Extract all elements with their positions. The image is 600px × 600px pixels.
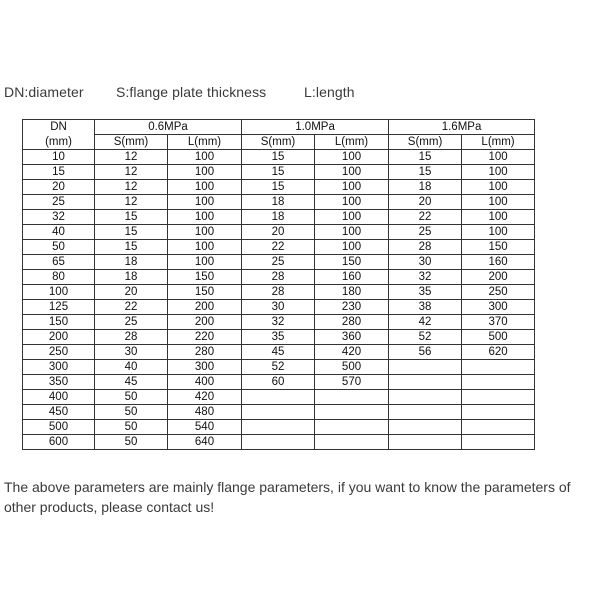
s-0.6mpa-cell: 20 bbox=[95, 285, 168, 300]
table-row bbox=[23, 345, 535, 360]
l-1.0mpa-cell: 500 bbox=[315, 360, 389, 375]
table-row bbox=[23, 165, 535, 180]
table-row bbox=[23, 330, 535, 345]
dn-cell: 65 bbox=[23, 255, 95, 270]
table-row bbox=[23, 300, 535, 315]
s-header: S(mm) bbox=[242, 135, 315, 150]
l-0.6mpa-cell: 400 bbox=[168, 375, 242, 390]
legend-s: S:flange plate thickness bbox=[116, 84, 267, 100]
s-0.6mpa-cell: 50 bbox=[95, 420, 168, 435]
l-0.6mpa-cell: 100 bbox=[168, 195, 242, 210]
l-0.6mpa-cell: 100 bbox=[168, 255, 242, 270]
l-1.0mpa-cell: 100 bbox=[315, 210, 389, 225]
s-1.0mpa-cell: 35 bbox=[242, 330, 315, 345]
l-1.0mpa-cell: 180 bbox=[315, 285, 389, 300]
l-0.6mpa-cell: 100 bbox=[168, 225, 242, 240]
l-1.6mpa-cell: 250 bbox=[462, 285, 535, 300]
l-0.6mpa-cell: 100 bbox=[168, 180, 242, 195]
l-1.6mpa-cell: 300 bbox=[462, 300, 535, 315]
parameter-legend bbox=[4, 84, 355, 100]
l-0.6mpa-cell: 540 bbox=[168, 420, 242, 435]
table-header-row-2 bbox=[23, 135, 535, 150]
dn-cell: 50 bbox=[23, 240, 95, 255]
l-0.6mpa-cell: 200 bbox=[168, 300, 242, 315]
s-0.6mpa-cell: 30 bbox=[95, 345, 168, 360]
l-1.0mpa-cell: 100 bbox=[315, 240, 389, 255]
s-1.0mpa-cell: 30 bbox=[242, 300, 315, 315]
s-1.6mpa-cell bbox=[389, 420, 462, 435]
dn-header: DN bbox=[23, 120, 95, 135]
dn-unit: (mm) bbox=[23, 135, 95, 150]
l-0.6mpa-cell: 100 bbox=[168, 210, 242, 225]
l-1.0mpa-cell: 420 bbox=[315, 345, 389, 360]
s-1.0mpa-cell: 25 bbox=[242, 255, 315, 270]
l-1.6mpa-cell bbox=[462, 375, 535, 390]
table-row bbox=[23, 435, 535, 450]
l-header: L(mm) bbox=[315, 135, 389, 150]
l-0.6mpa-cell: 220 bbox=[168, 330, 242, 345]
l-0.6mpa-cell: 150 bbox=[168, 270, 242, 285]
s-1.0mpa-cell: 28 bbox=[242, 285, 315, 300]
dn-cell: 10 bbox=[23, 150, 95, 165]
s-1.6mpa-cell: 15 bbox=[389, 165, 462, 180]
s-header: S(mm) bbox=[95, 135, 168, 150]
s-0.6mpa-cell: 40 bbox=[95, 360, 168, 375]
s-1.0mpa-cell: 60 bbox=[242, 375, 315, 390]
s-0.6mpa-cell: 15 bbox=[95, 240, 168, 255]
dn-cell: 250 bbox=[23, 345, 95, 360]
l-0.6mpa-cell: 280 bbox=[168, 345, 242, 360]
l-0.6mpa-cell: 420 bbox=[168, 390, 242, 405]
table-row bbox=[23, 375, 535, 390]
s-1.6mpa-cell: 20 bbox=[389, 195, 462, 210]
s-1.0mpa-cell: 28 bbox=[242, 270, 315, 285]
table-row bbox=[23, 420, 535, 435]
l-0.6mpa-cell: 640 bbox=[168, 435, 242, 450]
table-row bbox=[23, 390, 535, 405]
s-1.0mpa-cell bbox=[242, 420, 315, 435]
legend-l: L:length bbox=[304, 84, 355, 100]
s-1.0mpa-cell: 15 bbox=[242, 150, 315, 165]
l-0.6mpa-cell: 100 bbox=[168, 165, 242, 180]
l-1.6mpa-cell: 500 bbox=[462, 330, 535, 345]
s-1.0mpa-cell: 32 bbox=[242, 315, 315, 330]
table-row bbox=[23, 360, 535, 375]
s-1.6mpa-cell bbox=[389, 360, 462, 375]
group-header-0.6mpa: 0.6MPa bbox=[95, 120, 242, 135]
l-1.6mpa-cell bbox=[462, 390, 535, 405]
group-header-1.6mpa: 1.6MPa bbox=[389, 120, 535, 135]
s-1.0mpa-cell: 18 bbox=[242, 195, 315, 210]
s-1.0mpa-cell bbox=[242, 435, 315, 450]
s-1.0mpa-cell: 22 bbox=[242, 240, 315, 255]
contact-note: The above parameters are mainly flange parameters, if you want to know the parameters of other products, please contact us! bbox=[4, 479, 571, 515]
l-0.6mpa-cell: 150 bbox=[168, 285, 242, 300]
s-1.6mpa-cell: 28 bbox=[389, 240, 462, 255]
table-row bbox=[23, 225, 535, 240]
dn-cell: 450 bbox=[23, 405, 95, 420]
dn-cell: 100 bbox=[23, 285, 95, 300]
s-1.0mpa-cell bbox=[242, 405, 315, 420]
s-1.6mpa-cell bbox=[389, 435, 462, 450]
table-row bbox=[23, 255, 535, 270]
l-1.6mpa-cell: 100 bbox=[462, 150, 535, 165]
l-1.6mpa-cell: 150 bbox=[462, 240, 535, 255]
l-1.0mpa-cell: 280 bbox=[315, 315, 389, 330]
l-header: L(mm) bbox=[462, 135, 535, 150]
dn-cell: 400 bbox=[23, 390, 95, 405]
table-body bbox=[23, 150, 535, 450]
s-1.0mpa-cell: 15 bbox=[242, 180, 315, 195]
s-1.0mpa-cell: 45 bbox=[242, 345, 315, 360]
l-1.6mpa-cell: 200 bbox=[462, 270, 535, 285]
s-1.0mpa-cell: 20 bbox=[242, 225, 315, 240]
l-1.6mpa-cell bbox=[462, 360, 535, 375]
s-1.6mpa-cell bbox=[389, 405, 462, 420]
l-1.6mpa-cell: 100 bbox=[462, 225, 535, 240]
s-1.6mpa-cell: 30 bbox=[389, 255, 462, 270]
s-1.0mpa-cell: 15 bbox=[242, 165, 315, 180]
dn-cell: 32 bbox=[23, 210, 95, 225]
table-row bbox=[23, 195, 535, 210]
s-0.6mpa-cell: 12 bbox=[95, 180, 168, 195]
table-row bbox=[23, 405, 535, 420]
dn-cell: 25 bbox=[23, 195, 95, 210]
l-1.6mpa-cell: 160 bbox=[462, 255, 535, 270]
l-1.6mpa-cell bbox=[462, 420, 535, 435]
dn-cell: 350 bbox=[23, 375, 95, 390]
s-0.6mpa-cell: 50 bbox=[95, 390, 168, 405]
l-1.6mpa-cell bbox=[462, 435, 535, 450]
l-0.6mpa-cell: 100 bbox=[168, 240, 242, 255]
l-1.0mpa-cell: 150 bbox=[315, 255, 389, 270]
dn-cell: 15 bbox=[23, 165, 95, 180]
s-1.6mpa-cell bbox=[389, 390, 462, 405]
l-0.6mpa-cell: 200 bbox=[168, 315, 242, 330]
l-1.6mpa-cell: 100 bbox=[462, 210, 535, 225]
flange-spec-table bbox=[22, 119, 535, 450]
s-1.6mpa-cell: 56 bbox=[389, 345, 462, 360]
dn-cell: 300 bbox=[23, 360, 95, 375]
legend-dn: DN:diameter bbox=[4, 84, 84, 100]
s-0.6mpa-cell: 50 bbox=[95, 435, 168, 450]
l-1.6mpa-cell bbox=[462, 405, 535, 420]
dn-cell: 600 bbox=[23, 435, 95, 450]
l-1.0mpa-cell: 230 bbox=[315, 300, 389, 315]
l-1.0mpa-cell: 100 bbox=[315, 195, 389, 210]
s-0.6mpa-cell: 45 bbox=[95, 375, 168, 390]
l-1.6mpa-cell: 370 bbox=[462, 315, 535, 330]
s-0.6mpa-cell: 28 bbox=[95, 330, 168, 345]
s-0.6mpa-cell: 12 bbox=[95, 165, 168, 180]
l-0.6mpa-cell: 300 bbox=[168, 360, 242, 375]
dn-cell: 125 bbox=[23, 300, 95, 315]
s-1.6mpa-cell: 35 bbox=[389, 285, 462, 300]
l-1.0mpa-cell: 100 bbox=[315, 180, 389, 195]
l-1.0mpa-cell: 100 bbox=[315, 165, 389, 180]
s-1.6mpa-cell bbox=[389, 375, 462, 390]
l-0.6mpa-cell: 100 bbox=[168, 150, 242, 165]
l-1.6mpa-cell: 100 bbox=[462, 195, 535, 210]
dn-cell: 40 bbox=[23, 225, 95, 240]
table-row bbox=[23, 180, 535, 195]
s-0.6mpa-cell: 22 bbox=[95, 300, 168, 315]
s-1.6mpa-cell: 22 bbox=[389, 210, 462, 225]
s-0.6mpa-cell: 25 bbox=[95, 315, 168, 330]
table-row bbox=[23, 150, 535, 165]
s-0.6mpa-cell: 12 bbox=[95, 150, 168, 165]
s-1.6mpa-cell: 42 bbox=[389, 315, 462, 330]
s-0.6mpa-cell: 18 bbox=[95, 270, 168, 285]
l-1.0mpa-cell: 100 bbox=[315, 150, 389, 165]
l-1.0mpa-cell: 360 bbox=[315, 330, 389, 345]
table-row bbox=[23, 270, 535, 285]
s-0.6mpa-cell: 15 bbox=[95, 210, 168, 225]
s-1.0mpa-cell: 52 bbox=[242, 360, 315, 375]
s-1.6mpa-cell: 18 bbox=[389, 180, 462, 195]
table-header-row-1 bbox=[23, 120, 535, 135]
l-1.0mpa-cell bbox=[315, 390, 389, 405]
dn-cell: 150 bbox=[23, 315, 95, 330]
l-1.0mpa-cell bbox=[315, 405, 389, 420]
l-1.6mpa-cell: 620 bbox=[462, 345, 535, 360]
dn-cell: 80 bbox=[23, 270, 95, 285]
l-1.0mpa-cell: 160 bbox=[315, 270, 389, 285]
l-1.0mpa-cell bbox=[315, 420, 389, 435]
dn-cell: 500 bbox=[23, 420, 95, 435]
l-header: L(mm) bbox=[168, 135, 242, 150]
s-0.6mpa-cell: 50 bbox=[95, 405, 168, 420]
table-row bbox=[23, 240, 535, 255]
s-1.0mpa-cell bbox=[242, 390, 315, 405]
l-1.6mpa-cell: 100 bbox=[462, 180, 535, 195]
table-row bbox=[23, 315, 535, 330]
s-1.6mpa-cell: 25 bbox=[389, 225, 462, 240]
dn-cell: 200 bbox=[23, 330, 95, 345]
group-header-1.0mpa: 1.0MPa bbox=[242, 120, 389, 135]
s-0.6mpa-cell: 15 bbox=[95, 225, 168, 240]
l-1.6mpa-cell: 100 bbox=[462, 165, 535, 180]
s-1.6mpa-cell: 38 bbox=[389, 300, 462, 315]
dn-cell: 20 bbox=[23, 180, 95, 195]
l-1.0mpa-cell: 570 bbox=[315, 375, 389, 390]
s-0.6mpa-cell: 12 bbox=[95, 195, 168, 210]
l-1.0mpa-cell bbox=[315, 435, 389, 450]
s-0.6mpa-cell: 18 bbox=[95, 255, 168, 270]
table-row bbox=[23, 285, 535, 300]
s-1.6mpa-cell: 32 bbox=[389, 270, 462, 285]
table-row bbox=[23, 210, 535, 225]
s-1.0mpa-cell: 18 bbox=[242, 210, 315, 225]
l-0.6mpa-cell: 480 bbox=[168, 405, 242, 420]
l-1.0mpa-cell: 100 bbox=[315, 225, 389, 240]
s-1.6mpa-cell: 52 bbox=[389, 330, 462, 345]
s-header: S(mm) bbox=[389, 135, 462, 150]
s-1.6mpa-cell: 15 bbox=[389, 150, 462, 165]
